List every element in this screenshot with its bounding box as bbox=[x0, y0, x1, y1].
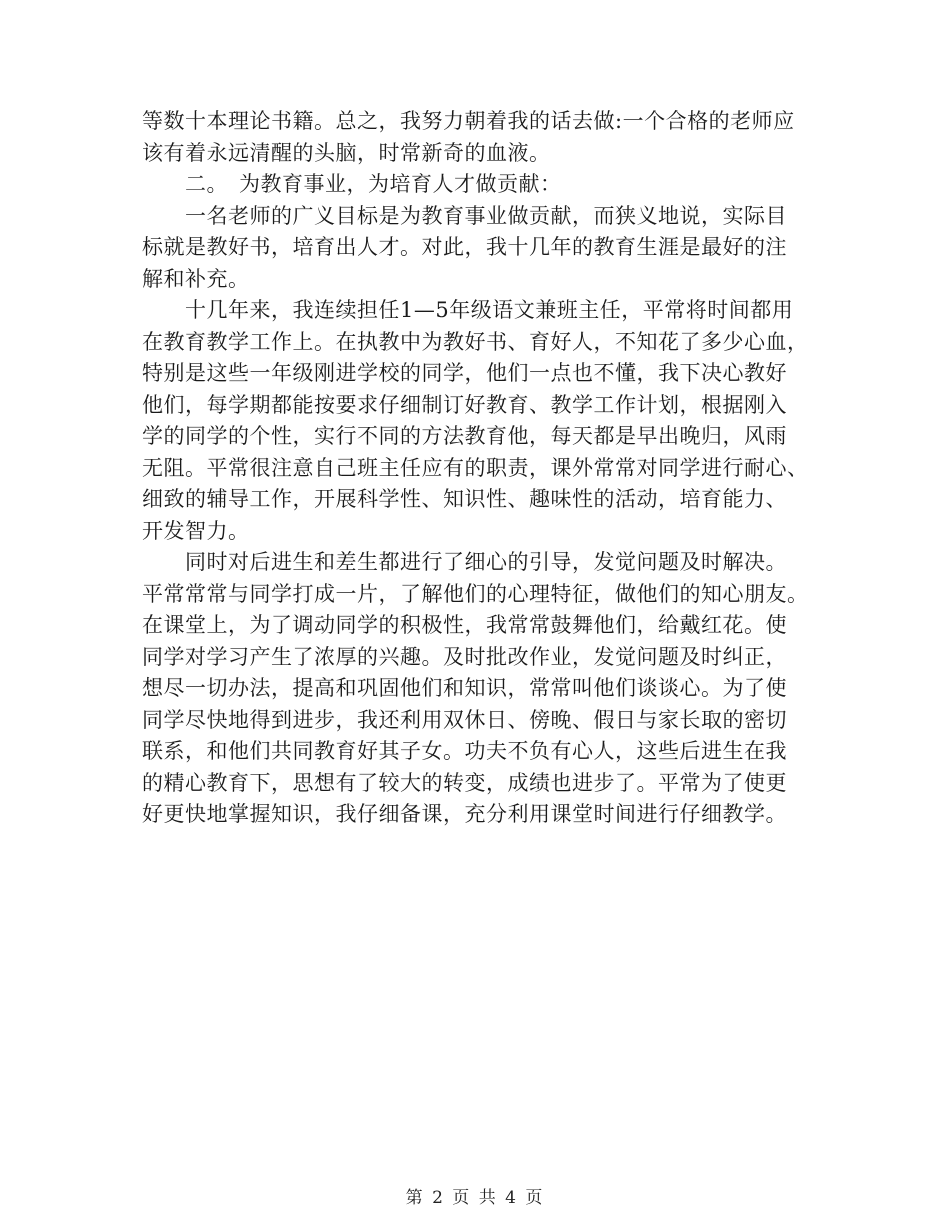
text-line: 同时对后进生和差生都进行了细心的引导，发觉问题及时解决。 bbox=[142, 550, 787, 574]
text-line: 同学对学习产生了浓厚的兴趣。及时批改作业，发觉问题及时纠正， bbox=[142, 644, 787, 669]
text-line: 一名老师的广义目标是为教育事业做贡献，而狭义地说，实际目 bbox=[142, 203, 787, 228]
text-line: 同学尽快地得到进步，我还利用双休日、傍晚、假日与家长取的密切 bbox=[142, 707, 787, 732]
text-line: 特别是这些一年级刚进学校的同学，他们一点也不懂，我下决心教好 bbox=[142, 361, 787, 385]
page-number-footer: 第 2 页 共 4 页 bbox=[405, 1188, 545, 1208]
text-line: 好更快地掌握知识，我仔细备课，充分利用课堂时间进行仔细教学。 bbox=[142, 802, 787, 826]
text-line: 联系，和他们共同教育好其子女。功夫不负有心人，这些后进生在我 bbox=[142, 739, 787, 763]
body-text bbox=[142, 106, 814, 831]
section-heading: 二。 为教育事业，为培育人才做贡献： bbox=[142, 172, 562, 196]
text-line: 细致的辅导工作，开展科学性、知识性、趣味性的活动，培育能力、 bbox=[142, 487, 787, 511]
text-line: 平常常常与同学打成一片，了解他们的心理特征，做他们的知心朋友。 bbox=[142, 581, 809, 606]
text-line: 十几年来，我连续担任1—5年级语文兼班主任，平常将时间都用 bbox=[142, 298, 794, 322]
text-line: 在课堂上，为了调动同学的积极性，我常常鼓舞他们，给戴红花。使 bbox=[142, 613, 787, 637]
text-line: 想尽一切办法，提高和巩固他们和知识，常常叫他们谈谈心。为了使 bbox=[142, 676, 787, 700]
text-line: 的精心教育下，思想有了较大的转变，成绩也进步了。平常为了使更 bbox=[142, 770, 787, 795]
text-line: 等数十本理论书籍。总之，我努力朝着我的话去做:一个合格的老师应 bbox=[142, 109, 795, 133]
text-line: 在教育教学工作上。在执教中为教好书、育好人，不知花了多少心血， bbox=[142, 329, 809, 354]
text-line: 解和补充。 bbox=[142, 266, 250, 291]
text-line: 无阻。平常很注意自己班主任应有的职责，课外常常对同学进行耐心、 bbox=[142, 455, 809, 480]
text-line: 他们，每学期都能按要求仔细制订好教育、教学工作计划，根据刚入 bbox=[142, 392, 787, 417]
text-line: 该有着永远清醒的头脑，时常新奇的血液。 bbox=[142, 140, 551, 165]
text-line: 开发智力。 bbox=[142, 518, 250, 543]
text-line: 标就是教好书，培育出人才。对此，我十几年的教育生涯是最好的注 bbox=[142, 235, 787, 259]
text-line: 学的同学的个性，实行不同的方法教育他，每天都是早出晚归，风雨 bbox=[142, 424, 787, 448]
